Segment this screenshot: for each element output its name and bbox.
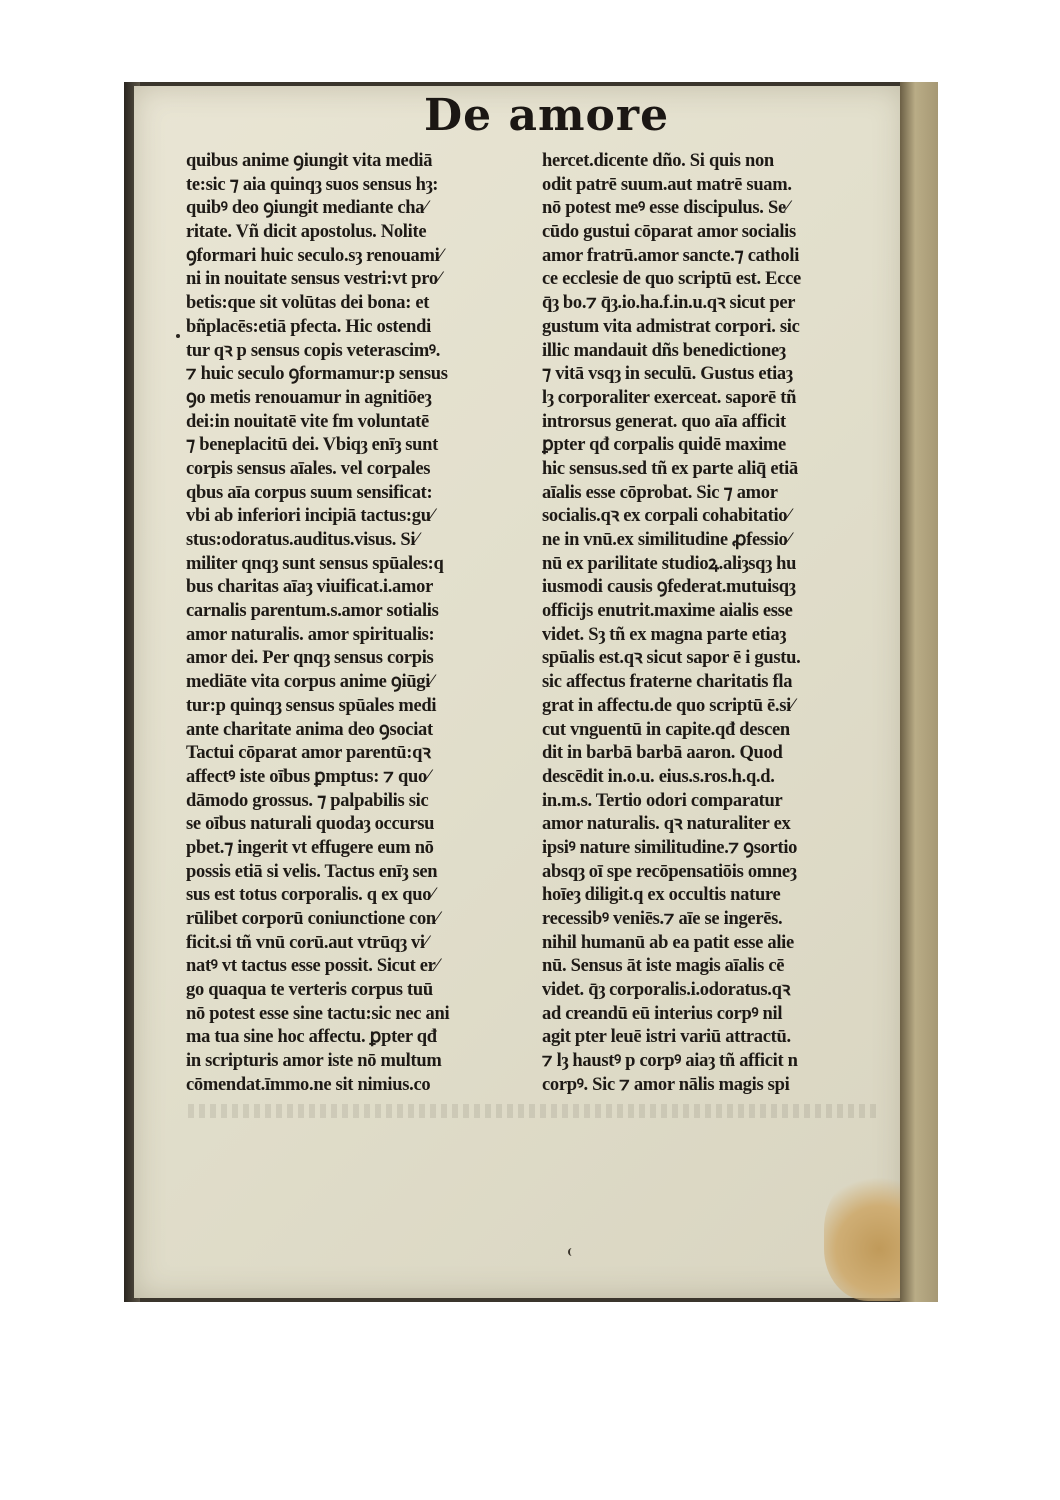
text-line: spūalis est.qꝛ sicut sapor ē i gustu. <box>542 648 801 669</box>
text-line: q̄ȝ bo.⁊ q̄ȝ.io.ha.f.in.u.qꝛ sicut per <box>542 293 796 314</box>
text-line: in scripturis amor iste nō multum <box>186 1051 442 1072</box>
text-line: Tactui cōparat amor parentū:qꝛ <box>186 743 431 764</box>
catchword-mark <box>568 1248 576 1256</box>
text-line: corpꝰ. Sic ⁊ amor nālis magis spi <box>542 1074 790 1095</box>
text-line: ne in vnū.ex similitudine ꝓfessio⁄ <box>542 530 791 550</box>
running-head: De amore <box>424 90 670 141</box>
text-line: qbus aīa corpus suum sensificat: <box>186 482 433 503</box>
text-line: grat in affectu.de quo scriptū ē.si⁄ <box>542 695 794 716</box>
text-line: tur:p quinqȝ sensus spūales medi <box>186 695 437 716</box>
text-line: agit pter leuē istri variū attractū. <box>542 1027 791 1048</box>
text-line: ma tua sine hoc affectu. ꝑpter qđ <box>186 1027 437 1048</box>
text-line: recessibꝰ veniēs.⁊ aīe se ingerēs. <box>542 909 783 929</box>
text-line: odit patrē suum.aut matrē suam. <box>542 174 792 195</box>
text-line: ipsiꝰ nature similitudine.⁊ ꝯsortio <box>542 837 798 858</box>
text-line: tur qꝛ p sensus copis veterascimꝰ. <box>186 340 441 361</box>
text-line: iusmodi causis ꝯfederat.mutuisqȝ <box>542 577 796 598</box>
text-line: vbi ab inferiori incipiā tactus:gu⁄ <box>186 506 434 527</box>
text-line: hercet.dicente dño. Si quis non <box>542 151 774 171</box>
scanned-book-photo <box>124 82 938 1302</box>
text-line: go quaqua te verteris corpus tuū <box>186 980 433 1001</box>
text-line: videt. Sȝ tñ ex magna parte etiaȝ <box>542 624 786 645</box>
text-line: possis etiā si velis. Tactus enīȝ sen <box>186 861 438 882</box>
text-line: introrsus generat. quo aīa afficit <box>542 411 786 432</box>
text-line: dit in barbā barbā aaron. Quod <box>542 743 783 764</box>
text-line: ꝯo metis renouamur in agnitiōeȝ <box>186 387 432 408</box>
text-line: ante charitate anima deo ꝯsociat <box>186 719 433 740</box>
text-line: rūlibet corporū coniunctione con⁄ <box>186 909 439 929</box>
text-line: nō potest meꝰ esse discipulus. Se⁄ <box>542 198 789 219</box>
show-through-text <box>188 1104 878 1118</box>
text-line: ce ecclesie de quo scriptū est. Ecce <box>542 269 801 290</box>
text-line: cōmendat.īmmo.ne sit nimius.co <box>186 1074 431 1095</box>
left-text-column <box>186 150 526 1098</box>
text-line: amor dei. Per qnqȝ sensus corpis <box>186 648 434 669</box>
text-line: gustum vita admistrat corpori. sic <box>542 316 800 337</box>
text-line: sic affectus fraterne charitatis fla <box>542 672 793 693</box>
text-line: ritate. Vñ dicit apostolus. Nolite <box>186 222 427 243</box>
text-line: ⁊ lȝ haustꝰ p corpꝰ aiaȝ tñ afficit n <box>542 1051 798 1072</box>
text-line: amor naturalis. amor spiritualis: <box>186 624 435 645</box>
text-line: ni in nouitate sensus vestri:vt pro⁄ <box>186 269 441 290</box>
text-line: quibꝰ deo ꝯiungit mediante cha⁄ <box>186 198 427 219</box>
text-line: descēdit in.o.u. eius.s.ros.h.q.d. <box>542 766 775 787</box>
text-line: ⁊ beneplacitū dei. Vbiqȝ enīȝ sunt <box>186 435 439 456</box>
text-line: ⁊ vitā vsqȝ in seculū. Gustus etiaȝ <box>542 364 793 385</box>
text-line: nō potest esse sine tactu:sic nec ani <box>186 1003 450 1024</box>
text-line: ad creandū eū interius corpꝰ nil <box>542 1003 783 1024</box>
text-line: stus:odoratus.auditus.visus. Si⁄ <box>186 530 419 550</box>
text-line: pbet.⁊ ingerit vt effugere eum nō <box>186 837 434 858</box>
text-line: amor naturalis. qꝛ naturaliter ex <box>542 814 791 835</box>
text-line: socialis.qꝛ ex corpali cohabitatio⁄ <box>542 506 791 527</box>
text-line: ficit.si tñ vnū corū.aut vtrūqȝ vi⁄ <box>186 932 428 953</box>
text-line: dāmodo grossus. ⁊ palpabilis sic <box>186 790 429 811</box>
margin-mark <box>176 334 180 338</box>
text-line: nū. Sensus āt iste magis aīalis cē <box>542 956 785 977</box>
text-line: bñplacēs:etiā pfecta. Hic ostendi <box>186 316 431 337</box>
text-line: illic mandauit dñs benedictioneȝ <box>542 340 786 361</box>
text-line: hic sensus.sed tñ ex parte aliq̄ etiā <box>542 458 798 479</box>
text-line: lȝ corporaliter exerceat. saporē tñ <box>542 387 797 408</box>
text-line: hoīeȝ diligit.q ex occultis nature <box>542 885 781 906</box>
text-line: officijs enutrit.maxime aialis esse <box>542 601 793 622</box>
text-line: absqȝ oī spe recōpensatiōis omneȝ <box>542 861 797 882</box>
text-line: aīalis esse cōprobat. Sic ⁊ amor <box>542 482 778 503</box>
book-page <box>134 86 904 1298</box>
text-line: amor fratrū.amor sancte.⁊ catholi <box>542 245 800 266</box>
text-line: in.m.s. Tertio odori comparatur <box>542 790 783 811</box>
text-line: carnalis parentum.s.amor sotialis <box>186 601 439 622</box>
text-line: ꝑpter qđ corpalis quidē maxime <box>542 435 786 456</box>
text-line: nū ex parilitate studioꝝ.aliȝsqȝ hu <box>542 553 797 574</box>
text-line: sus est totus corporalis. q ex quo⁄ <box>186 885 435 906</box>
text-line: videt. q̄ȝ corporalis.i.odoratus.qꝛ <box>542 980 791 1001</box>
text-line: bus charitas aīaȝ viuificat.i.amor <box>186 577 433 598</box>
text-line: ⁊ huic seculo ꝯformamur:p sensus <box>186 364 448 385</box>
right-text-column <box>542 150 872 1098</box>
adjacent-leaf-edge <box>900 82 938 1302</box>
text-line: te:sic ⁊ aia quinqȝ suos sensus hȝ: <box>186 174 439 195</box>
text-line: corpis sensus aīales. vel corpales <box>186 458 431 479</box>
text-line: betis:que sit volūtas dei bona: et <box>186 293 430 314</box>
text-line: cūdo gustui cōparat amor socialis <box>542 222 796 243</box>
text-line: militer qnqȝ sunt sensus spūales:q <box>186 553 444 574</box>
text-line: dei:in nouitatē vite fm voluntatē <box>186 411 429 432</box>
text-line: quibus anime ꝯiungit vita mediā <box>186 151 433 171</box>
text-line: nihil humanū ab ea patit esse alie <box>542 932 794 953</box>
text-line: ꝯformari huic seculo.sȝ renouami⁄ <box>186 245 443 266</box>
text-line: natꝰ vt tactus esse possit. Sicut er⁄ <box>186 956 439 977</box>
text-line: se oībus naturali quodaȝ occursu <box>186 814 435 835</box>
text-line: affectꝰ iste oībus ꝑmptus: ⁊ quo⁄ <box>186 766 430 787</box>
text-line: cut vnguentū in capite.qđ descen <box>542 719 790 740</box>
text-line: mediāte vita corpus anime ꝯiūgi⁄ <box>186 672 433 693</box>
